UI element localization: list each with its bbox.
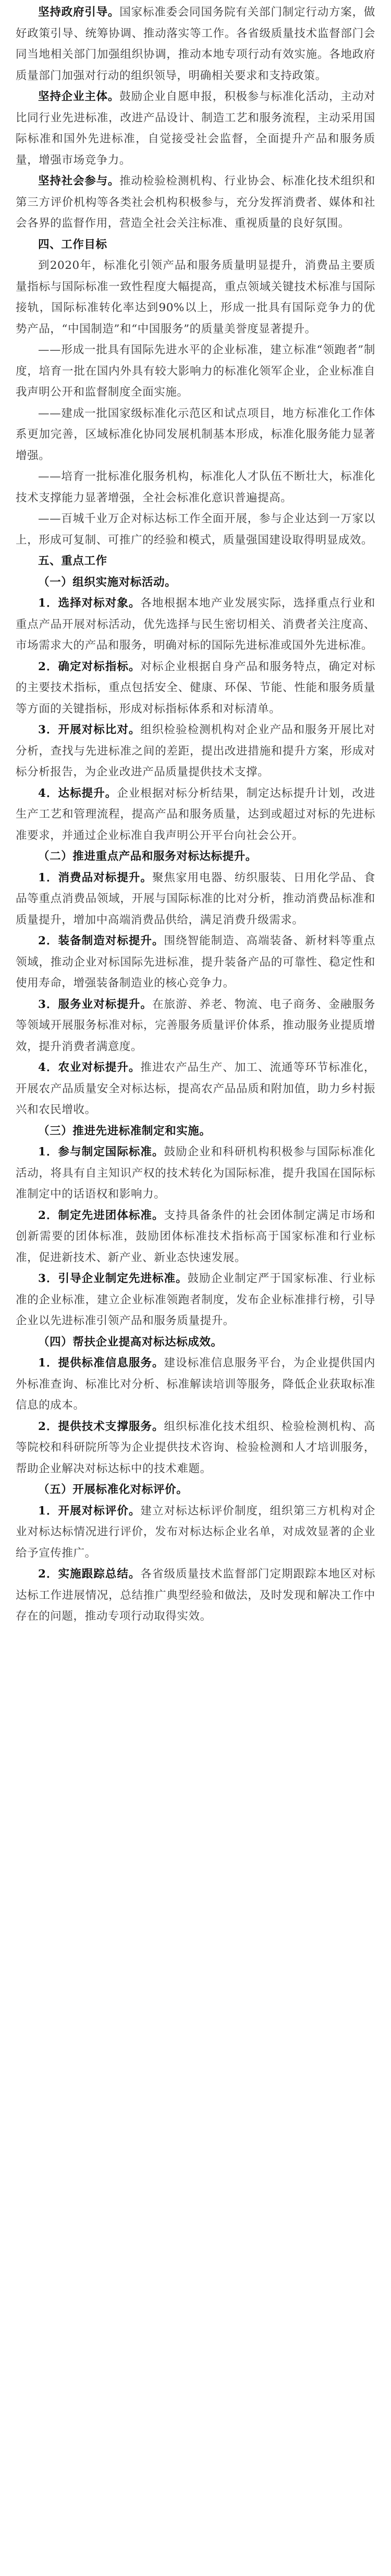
paragraph-lead: 4．农业对标提升。 [38, 1061, 141, 1074]
body-paragraph [16, 509, 375, 551]
paragraph-lead: 1．消费品对标提升。 [38, 871, 152, 884]
body-paragraph [16, 403, 375, 467]
paragraph-lead: 2．制定先进团体标准。 [38, 1209, 164, 1222]
paragraph-text: ——建成一批国家级标准化示范区和试点项目，地方标准化工作体系更加完善，区域标准化协同发展机制基本形成，标准化服务能力显著增强。 [16, 406, 375, 462]
body-paragraph [16, 593, 375, 657]
paragraph-lead: 3．服务业对标提升。 [38, 997, 152, 1011]
paragraph-text: 建立对标达标评价制度，组织第三方机构对企业对标达标情况进行评价，发布对标达标企业名单，对成效显著的企业给予宣传推广。 [16, 1504, 375, 1560]
paragraph-text: 鼓励企业和科研机构积极参与国际标准化活动，将具有自主知识产权的技术转化为国际标准，提升我国在国际标准制定中的话语权和影响力。 [16, 1145, 375, 1201]
paragraph-text: 国家标准委会同国务院有关部门制定行动方案，做好政策引导、统筹协调、推动落实等工作。各省级质量技术监督部门会同当地相关部门加强组织协调，推动本地专项行动有效实施。各地政府质量部门加强对行动的组织领导，明确相关要求和支持政策。 [16, 6, 376, 82]
paragraph-lead: 1．选择对标对象。 [38, 597, 141, 610]
paragraph-lead: 2．提供技术支撑服务。 [38, 1420, 164, 1433]
paragraph-text: 到2020年，标准化引领产品和服务质量明显提升，消费品主要质量指标与国际标准一致性程度大幅提高，重点领域关键技术标准与国际接轨，国际标准转化率达到90%以上，形成一批具有国际竞争力的优势产品，“中国制造”和“中国服务”的质量美誉度显著提升。 [16, 259, 375, 336]
subsection-heading: （一）组织实施对标活动。 [38, 575, 177, 589]
paragraph-text: ——百城千业万企对标达标工作全面开展，参与企业达到一万家以上，形成可复制、可推广的经验和模式，质量强国建设取得明显成效。 [16, 512, 375, 547]
paragraph-lead: 2．装备制造对标提升。 [38, 934, 164, 947]
paragraph-text: 对标企业根据自身产品和服务特点，确定对标的主要技术指标，重点包括安全、健康、环保、节能、性能和服务质量等方面的关键指标，形成对标指标体系和对标清单。 [16, 660, 375, 716]
paragraph-lead: 4．达标提升。 [38, 786, 117, 800]
body-paragraph [16, 340, 375, 403]
body-paragraph [16, 87, 375, 171]
body-paragraph [16, 1353, 375, 1416]
subsection-heading: （四）帮扶企业提高对标达标成效。 [38, 1335, 223, 1349]
body-paragraph [16, 1268, 375, 1332]
paragraph-lead: 2．确定对标指标。 [38, 660, 141, 673]
paragraph-text: 聚焦家用电器、纺织服装、日用化学品、食品等重点消费品领域，开展与国际标准的比对分析，推动消费品标准和质量提升，增加中高端消费品供给，满足消费升级需求。 [16, 871, 376, 927]
paragraph-lead: 2．实施跟踪总结。 [38, 1568, 141, 1581]
body-paragraph [16, 783, 375, 847]
paragraph-text: ——培育一批标准化服务机构，标准化人才队伍不断壮大，标准化技术支撑能力显著增强，全社会标准化意识普遍提高。 [16, 470, 375, 504]
paragraph-lead: 坚持企业主体。 [38, 90, 120, 103]
subsection-heading: （五）开展标准化对标评价。 [38, 1483, 188, 1496]
paragraph-lead: 坚持政府引导。 [38, 6, 120, 19]
body-paragraph [16, 931, 375, 994]
body-paragraph [16, 2, 375, 87]
section-heading: 五、重点工作 [38, 554, 107, 568]
paragraph-text: 围绕智能制造、高端装备、新材料等重点领域，推动企业对标国际先进标准，提升装备产品的可靠性、稳定性和使用寿命，增强装备制造业的核心竞争力。 [16, 934, 375, 990]
paragraph-text: 各省级质量技术监督部门定期跟踪本地区对标达标工作进展情况，总结推广典型经验和做法，及时发现和解决工作中存在的问题，推动专项行动取得实效。 [16, 1568, 375, 1623]
paragraph-lead: 3．引导企业制定先进标准。 [38, 1272, 188, 1285]
body-paragraph [16, 1142, 375, 1205]
body-paragraph [16, 171, 375, 235]
paragraph-text: 在旅游、养老、物流、电子商务、金融服务等领域开展服务标准对标，完善服务质量评价体系，推动服务业提质增效，提升消费者满意度。 [16, 997, 376, 1053]
body-paragraph [16, 868, 375, 931]
paragraph-text: 企业根据对标分析结果，制定达标提升计划，改进生产工艺和管理流程，提高产品和服务质量，达到或超过对标的先进标准要求，并通过企业标准自我声明公开平台向社会公开。 [16, 786, 375, 842]
body-paragraph [16, 1501, 375, 1564]
body-paragraph [16, 1564, 375, 1628]
paragraph-lead: 1．提供标准信息服务。 [38, 1357, 164, 1370]
body-paragraph [16, 1205, 375, 1269]
body-paragraph [16, 994, 375, 1058]
paragraph-text: 组织检验检测机构对企业产品和服务开展比对分析，查找与先进标准之间的差距，提出改进措施和提升方案，形成对标分析报告，为企业改进产品质量提供技术支撑。 [16, 723, 375, 779]
body-paragraph [16, 1416, 375, 1480]
paragraph-lead: 1．开展对标评价。 [38, 1504, 141, 1518]
paragraph-text: 推动检验检测机构、行业协会、标准化技术组织和第三方评价机构等各类社会机构积极参与，充分发挥消费者、媒体和社会各界的监督作用，营造全社会关注标准、重视质量的良好氛围。 [16, 175, 376, 230]
paragraph-text: 组织标准化技术组织、检验检测机构、高等院校和科研院所等为企业提供技术咨询、检验检测和人才培训服务，帮助企业解决对标达标中的技术难题。 [16, 1420, 375, 1475]
body-paragraph [16, 255, 375, 340]
body-paragraph [16, 720, 375, 783]
subsection-heading: （二）推进重点产品和服务对标达标提升。 [38, 850, 257, 863]
paragraph-lead: 坚持社会参与。 [38, 175, 120, 188]
body-paragraph [16, 1057, 375, 1121]
paragraph-lead: 1．参与制定国际标准。 [38, 1145, 164, 1158]
subsection-heading: （三）推进先进标准制定和实施。 [38, 1124, 211, 1138]
paragraph-text: 各地根据本地产业发展实际，选择重点行业和重点产品开展对标活动，优先选择与民生密切相关、消费者关注度高、市场需求大的产品和服务，明确对标的国际先进标准或国外先进标准。 [16, 597, 375, 652]
paragraph-text: 鼓励企业自愿申报，积极参与标准化活动，主动对比同行业先进标准，改进产品设计、制造工艺和服务流程，主动采用国际标准和国外先进标准，自觉接受社会监督，全面提升产品和服务质量，增强市场竞争力。 [16, 90, 376, 167]
paragraph-text: 鼓励企业制定严于国家标准、行业标准的企业标准，建立企业标准领跑者制度，发布企业标准排行榜，引导企业以先进标准引领产品和服务质量提升。 [16, 1272, 375, 1327]
paragraph-text: 支持具备条件的社会团体制定满足市场和创新需要的团体标准，鼓励团体标准技术指标高于国家标准和行业标准，促进新技术、新产业、新业态快速发展。 [16, 1209, 375, 1264]
paragraph-text: 推进农产品生产、加工、流通等环节标准化，开展农产品质量安全对标达标，提高农产品品质和附加值，助力乡村振兴和农民增收。 [16, 1061, 375, 1116]
body-paragraph [16, 657, 375, 720]
section-heading: 四、工作目标 [38, 238, 107, 251]
paragraph-text: 建设标准信息服务平台，为企业提供国内外标准查询、标准比对分析、标准解读培训等服务，降低企业获取标准信息的成本。 [16, 1357, 375, 1412]
body-paragraph [16, 466, 375, 509]
paragraph-lead: 3．开展对标比对。 [38, 723, 141, 736]
paragraph-text: ——形成一批具有国际先进水平的企业标准，建立标准“领跑者”制度，培育一批在国内外具有较大影响力的标准化领军企业，企业标准自我声明公开和监督制度全面实施。 [16, 343, 375, 399]
